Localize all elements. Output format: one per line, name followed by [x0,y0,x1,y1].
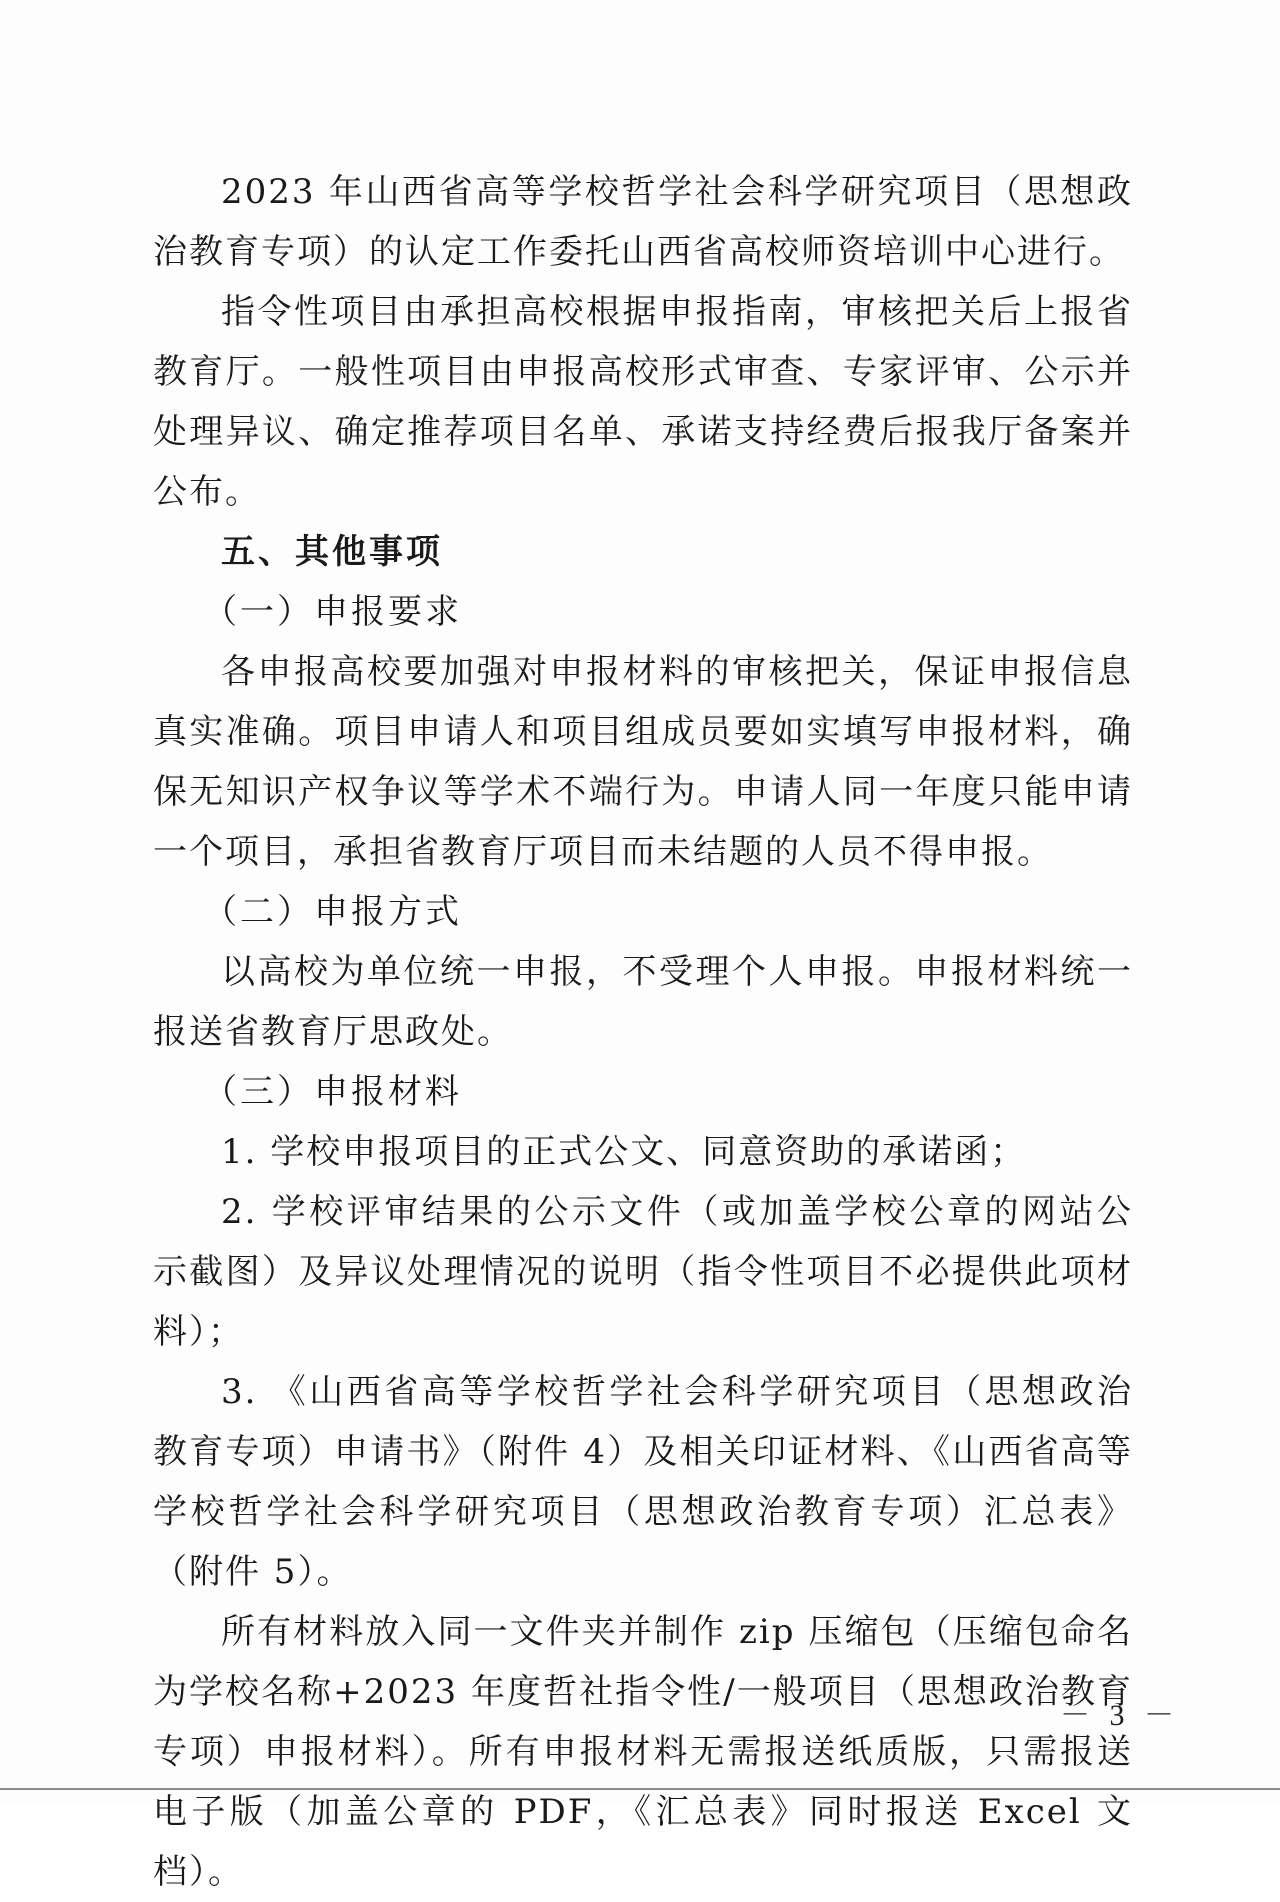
materials-item-2: 2. 学校评审结果的公示文件（或加盖学校公章的网站公示截图）及异议处理情况的说明（指令性项目不必提供此项材料）； [153,1192,1133,1352]
subsection-2-text: 以高校为单位统一申报，不受理个人申报。申报材料统一报送省教育厅思政处。 [153,952,1133,1052]
subsection-1-title: （一）申报要求 [203,592,462,632]
document-body [153,162,1133,1902]
subsection-3-title: （三）申报材料 [203,1072,462,1112]
subsection-2-title: （二）申报方式 [203,892,462,932]
subsection-1-text: 各申报高校要加强对申报材料的审核把关，保证申报信息真实准确。项目申请人和项目组成员要如实填写申报材料，确保无知识产权争议等学术不端行为。申请人同一年度只能申请一个项目，承担省教育厅项目而未结题的人员不得申报。 [153,652,1133,872]
materials-closing-paragraph: 所有材料放入同一文件夹并制作 zip 压缩包（压缩包命名为学校名称+2023 年度哲社指令性/一般项目（思想政治教育专项）申报材料）。所有申报材料无需报送纸质版，只需报送电子版（加盖公章的 PDF，《汇总表》同时报送 Excel 文档）。 [153,1612,1133,1892]
section-heading: 五、其他事项 [221,532,443,572]
intro-paragraph-2: 指令性项目由承担高校根据申报指南，审核把关后上报省教育厅。一般性项目由申报高校形式审查、专家评审、公示并处理异议、确定推荐项目名单、承诺支持经费后报我厅备案并公布。 [153,292,1133,512]
page-number: － 3 － [1060,1699,1180,1732]
materials-item-1: 1. 学校申报项目的正式公文、同意资助的承诺函； [221,1132,1027,1172]
materials-item-3: 3. 《山西省高等学校哲学社会科学研究项目（思想政治教育专项）申请书》（附件 4）及相关印证材料、《山西省高等学校哲学社会科学研究项目（思想政治教育专项）汇总表》（附件 5）。 [153,1372,1133,1592]
bottom-divider [0,1788,1280,1790]
intro-paragraph-1: 2023 年山西省高等学校哲学社会科学研究项目（思想政治教育专项）的认定工作委托山西省高校师资培训中心进行。 [153,172,1133,272]
